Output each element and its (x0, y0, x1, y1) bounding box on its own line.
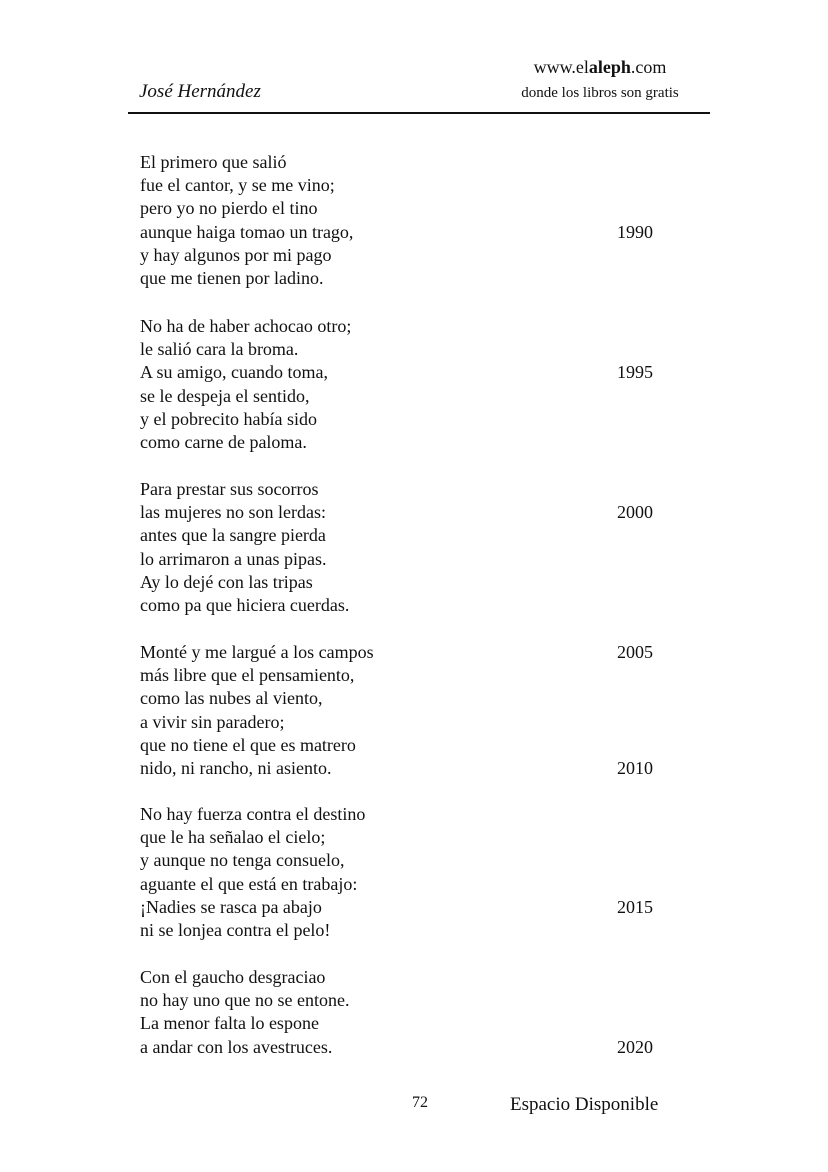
verse-line: que le ha señalao el cielo; (140, 827, 326, 848)
verse-line: nido, ni rancho, ni asiento. (140, 758, 332, 778)
verse-line: La menor falta lo espone (140, 1013, 319, 1034)
line-number: 2020 (617, 1036, 653, 1057)
verse-line: como las nubes al viento, (140, 688, 323, 709)
site-bold: aleph (588, 57, 631, 77)
verse-line: No hay fuerza contra el destino (140, 804, 366, 824)
verse-line: ¡Nadies se rasca pa abajo (140, 896, 322, 917)
line-number: 2000 (617, 502, 653, 523)
line-number: 2005 (617, 642, 653, 662)
verse-line: se le despeja el sentido, (140, 385, 310, 406)
line-number: 2010 (617, 758, 653, 778)
verse-line: ni se lonjea contra el pelo! (140, 920, 331, 940)
header-author: José Hernández (139, 81, 261, 102)
verse-line: Con el gaucho desgraciao (140, 967, 326, 987)
line-number: 2015 (617, 896, 653, 917)
verse-line: no hay uno que no se entone. (140, 990, 350, 1011)
header-tagline: donde los libros son gratis (521, 85, 679, 101)
verse-line: No ha de haber achocao otro; (140, 316, 352, 336)
verse-line: a andar con los avestruces. (140, 1036, 333, 1057)
verse-line: más libre que el pensamiento, (140, 665, 355, 686)
header-divider (128, 112, 710, 114)
line-number: 1995 (617, 362, 653, 383)
verse-line: aguante el que está en trabajo: (140, 873, 358, 894)
verse-line: que me tienen por ladino. (140, 268, 324, 288)
verse-line: El primero que salió (140, 152, 287, 172)
verse-line: y el pobrecito había sido (140, 408, 317, 429)
verse-line: y aunque no tenga consuelo, (140, 850, 345, 871)
verse-line: le salió cara la broma. (140, 339, 299, 360)
verse-line: A su amigo, cuando toma, (140, 362, 328, 383)
line-number: 1990 (617, 221, 653, 242)
page-number: 72 (412, 1094, 428, 1111)
header-site (505, 57, 695, 78)
verse-line: antes que la sangre pierda (140, 525, 326, 546)
site-suffix: .com (630, 57, 667, 77)
verse-line: pero yo no pierdo el tino (140, 198, 318, 219)
verse-line: a vivir sin paradero; (140, 711, 285, 732)
verse-line: fue el cantor, y se me vino; (140, 175, 335, 196)
verse-line: Para prestar sus socorros (140, 479, 319, 499)
site-prefix: www.el (533, 57, 589, 77)
verse-line: y hay algunos por mi pago (140, 244, 332, 265)
verse-line: Monté y me largué a los campos (140, 642, 374, 662)
verse-line: las mujeres no son lerdas: (140, 502, 326, 523)
verse-line: Ay lo dejé con las tripas (140, 571, 313, 592)
footer-note: Espacio Disponible (510, 1094, 659, 1115)
verse-line: que no tiene el que es matrero (140, 734, 356, 755)
verse-line: aunque haiga tomao un trago, (140, 221, 354, 242)
verse-line: lo arrimaron a unas pipas. (140, 548, 327, 569)
verse-line: como carne de paloma. (140, 432, 307, 452)
verse-line: como pa que hiciera cuerdas. (140, 595, 350, 615)
